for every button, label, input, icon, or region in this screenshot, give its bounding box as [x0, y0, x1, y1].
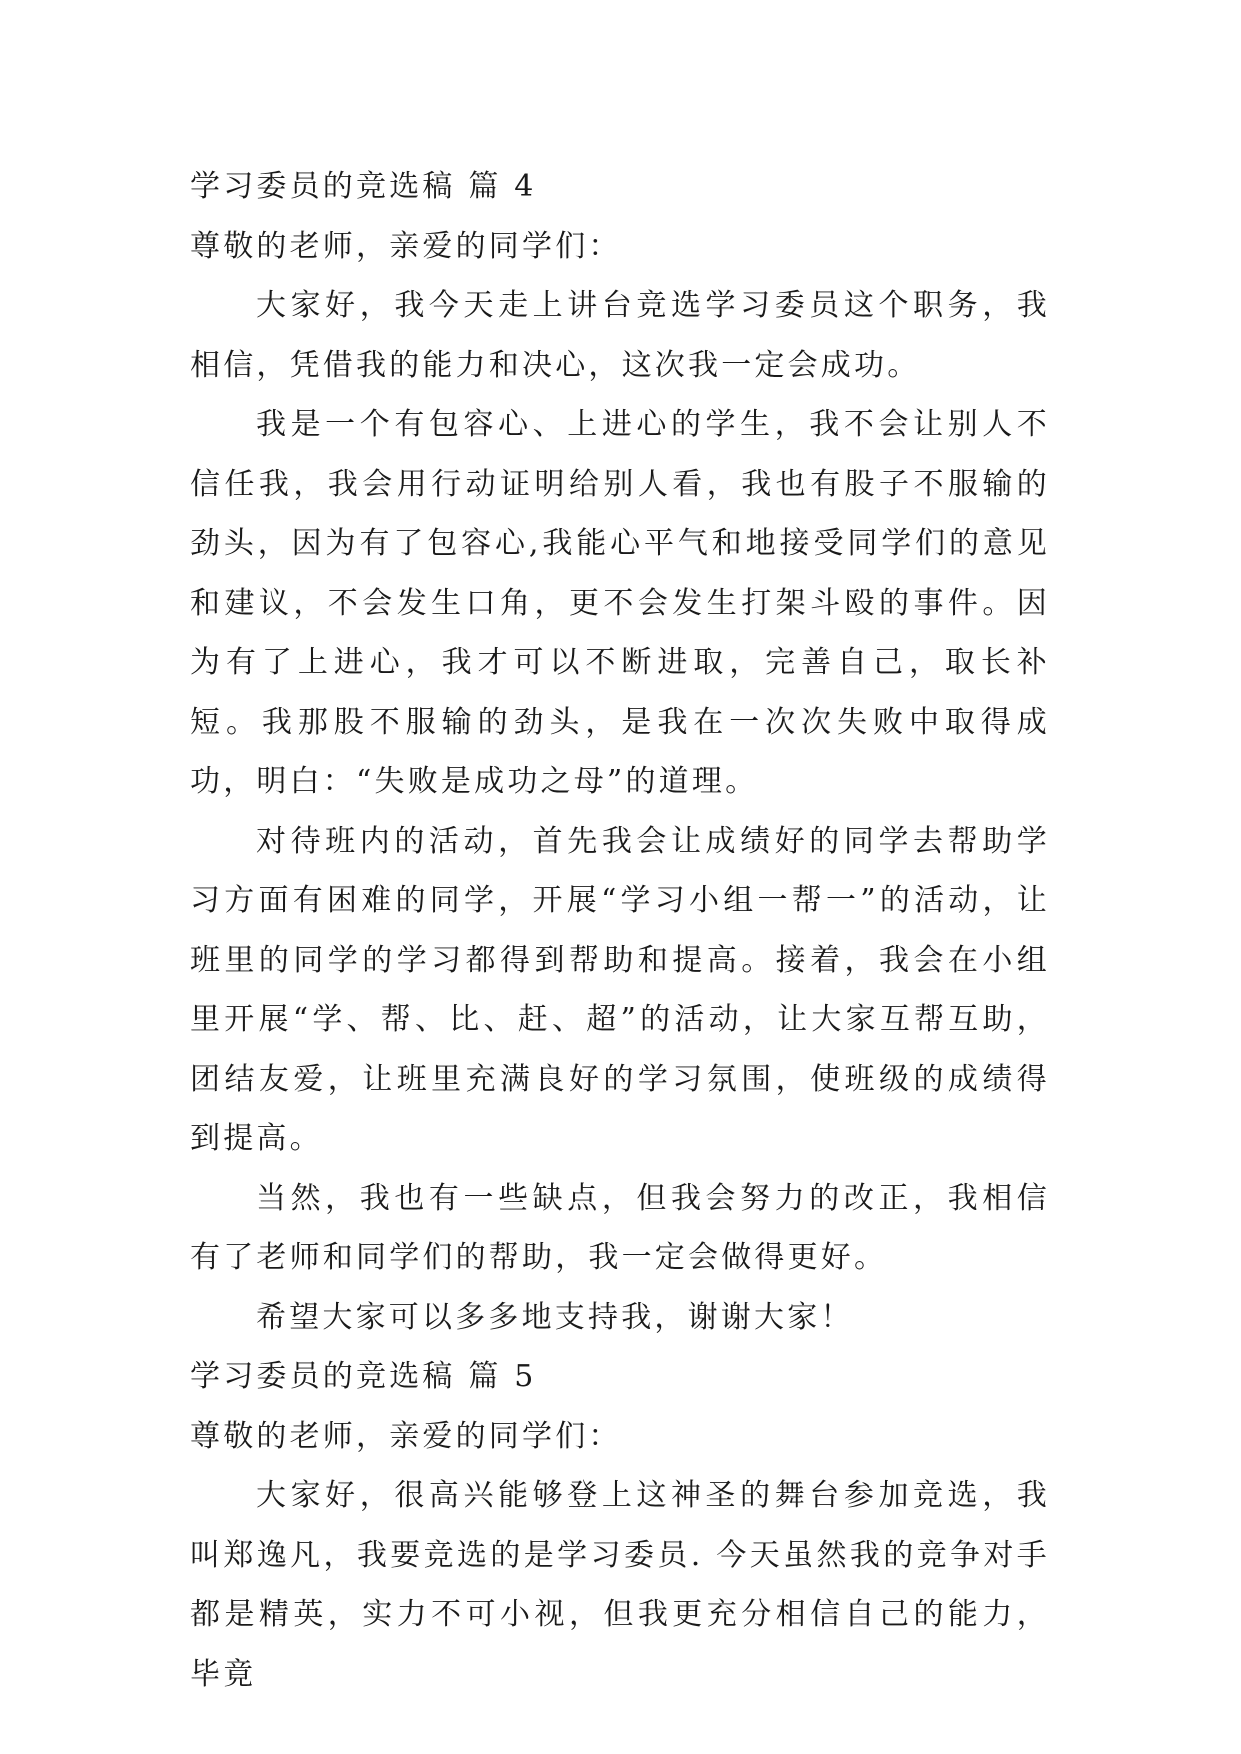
document-body — [190, 157, 1050, 1704]
section-4-title: 学习委员的竞选稿 篇 4 — [190, 169, 537, 204]
section-4-greeting: 尊敬的老师，亲爱的同学们： — [190, 228, 622, 264]
section-5-title: 学习委员的竞选稿 篇 5 — [190, 1359, 537, 1394]
section-4-paragraph-2: 我是一个有包容心、上进心的学生，我不会让别人不信任我，我会用行动证明给别人看，我也有股子不服输的劲头，因为有了包容心,我能心平气和地接受同学们的意见和建议，不会发生口角，更不会发生打架斗殴的事件。因为有了上进心，我才可以不断进取，完善自己，取长补短。我那股不服输的劲头，是我在一次次失败中取得成功，明白：“失败是成功之母”的道理。 — [190, 407, 1050, 799]
section-4-paragraph-4: 当然，我也有一些缺点，但我会努力的改正，我相信有了老师和同学们的帮助，我一定会做得更好。 — [190, 1180, 1050, 1275]
section-5-paragraph-1: 大家好，很高兴能够登上这神圣的舞台参加竞选，我叫郑逸凡，我要竞选的是学习委员. 今天虽然我的竞争对手都是精英，实力不可小视，但我更充分相信自己的能力，毕竟 — [190, 1478, 1050, 1692]
section-4-paragraph-3: 对待班内的活动，首先我会让成绩好的同学去帮助学习方面有困难的同学，开展“学习小组一帮一”的活动，让班里的同学的学习都得到帮助和提高。接着，我会在小组里开展“学、帮、比、赶、超”的活动，让大家互帮互助，团结友爱，让班里充满良好的学习氛围，使班级的成绩得到提高。 — [190, 823, 1050, 1156]
section-4-paragraph-5: 希望大家可以多多地支持我，谢谢大家！ — [256, 1299, 854, 1335]
section-5-greeting: 尊敬的老师，亲爱的同学们： — [190, 1418, 622, 1454]
section-4-paragraph-1: 大家好，我今天走上讲台竞选学习委员这个职务，我相信，凭借我的能力和决心，这次我一定会成功。 — [190, 288, 1050, 383]
